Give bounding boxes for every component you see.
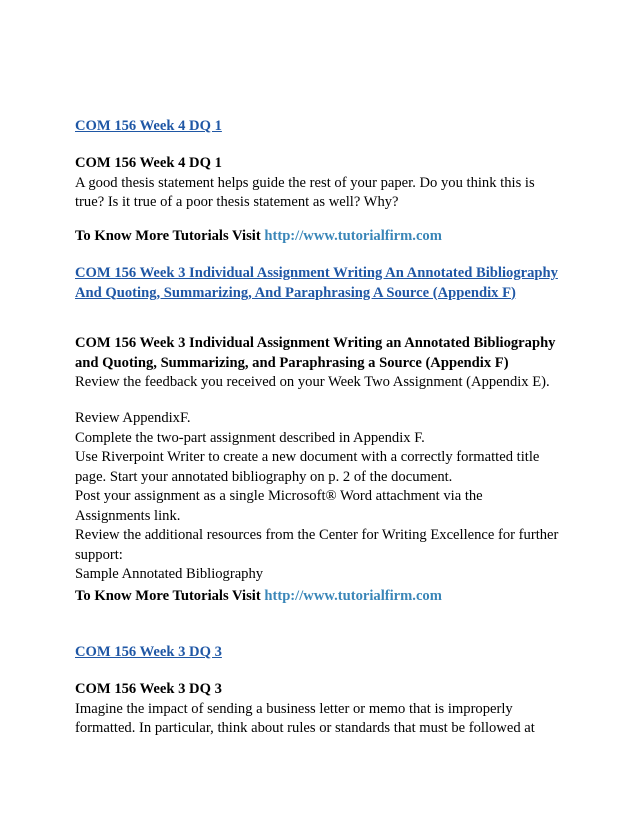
- promo-url-link[interactable]: http://www.tutorialfirm.com: [264, 228, 442, 244]
- section-week4-dq1-content: [75, 154, 575, 213]
- link-week3-assignment-line2[interactable]: And Quoting, Summarizing, And Paraphrasing A Source (Appendix F): [75, 284, 516, 301]
- link-week4-dq1[interactable]: COM 156 Week 4 DQ 1: [75, 118, 222, 134]
- step-line: support:: [75, 546, 123, 563]
- link-week3-assignment-line1[interactable]: COM 156 Week 3 Individual Assignment Writing An Annotated Bibliography: [75, 265, 558, 281]
- body-line: Imagine the impact of sending a business letter or memo that is improperly: [75, 700, 513, 717]
- section-week3-assignment: [75, 334, 575, 393]
- promo-label: To Know More Tutorials Visit: [75, 228, 261, 244]
- body-line: A good thesis statement helps guide the rest of your paper. Do you think this is: [75, 174, 535, 191]
- assignment-intro: Review the feedback you received on your Week Two Assignment (Appendix E).: [75, 374, 550, 390]
- step-line: Assignments link.: [75, 507, 181, 524]
- assignment-steps: [75, 409, 575, 585]
- body-line: formatted. In particular, think about rules or standards that must be followed at: [75, 720, 535, 736]
- step-line: Complete the two-part assignment described in Appendix F.: [75, 429, 425, 446]
- step-line: page. Start your annotated bibliography on p. 2 of the document.: [75, 468, 453, 485]
- promo-line: [75, 587, 575, 607]
- heading-week3-assignment-line1: COM 156 Week 3 Individual Assignment Writing an Annotated Bibliography: [75, 335, 556, 351]
- section-week3-dq3-content: [75, 680, 575, 739]
- step-line: Sample Annotated Bibliography: [75, 566, 264, 582]
- promo-line: [75, 227, 575, 247]
- heading-week3-assignment-line2: and Quoting, Summarizing, and Paraphrasing a Source (Appendix F): [75, 354, 509, 371]
- body-line: true? Is it true of a poor thesis statement as well? Why?: [75, 194, 399, 210]
- heading-week4-dq1: COM 156 Week 4 DQ 1: [75, 155, 222, 171]
- step-line: Review AppendixF.: [75, 410, 191, 426]
- link-week3-dq3[interactable]: COM 156 Week 3 DQ 3: [75, 644, 222, 660]
- heading-week3-dq3: COM 156 Week 3 DQ 3: [75, 681, 222, 697]
- promo-url-link[interactable]: http://www.tutorialfirm.com: [264, 588, 442, 604]
- step-line: Post your assignment as a single Microsoft® Word attachment via the: [75, 488, 483, 504]
- promo-label: To Know More Tutorials Visit: [75, 588, 261, 604]
- step-line: Review the additional resources from the Center for Writing Excellence for further: [75, 527, 559, 543]
- step-line: Use Riverpoint Writer to create a new document with a correctly formatted title: [75, 449, 540, 465]
- section-week4-dq1: [75, 117, 575, 137]
- section-week3-dq3: [75, 643, 575, 663]
- section-week3-assignment-link: [75, 264, 575, 303]
